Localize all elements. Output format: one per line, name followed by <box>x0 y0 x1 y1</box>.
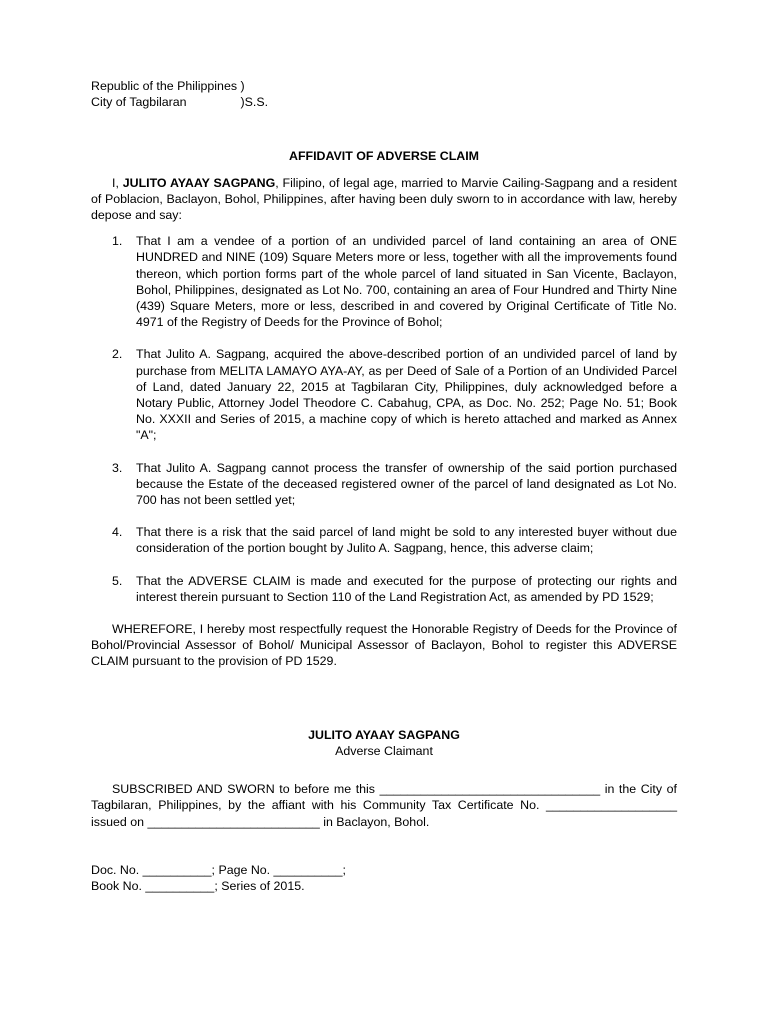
intro-prefix: I, <box>112 175 123 190</box>
affiant-name: JULITO AYAAY SAGPANG <box>122 175 276 190</box>
item-number: 4. <box>112 525 123 540</box>
item-text: That there is a risk that the said parcel of land might be sold to any interested buyer without due consideration of the portion bought by Julito A. Sagpang, hence, this adverse claim; <box>136 525 677 556</box>
book-series-line: Book No. __________; Series of 2015. <box>91 878 305 893</box>
list-item <box>91 233 677 330</box>
item-number: 5. <box>112 573 123 588</box>
venue-block <box>91 78 677 110</box>
item-text: That I am a vendee of a portion of an undivided parcel of land containing an area of ONE HUNDRED and NINE (109) Square Meters more or less, together with all the improvements found thereon, which portion forms part of the whole parcel of land situated in San Vicente, Baclayon, Bohol, Philippines, designated as Lot No. 700, containing an area of Four Hundred and Thirty Nine (439) Square Meters, more or less, described in and covered by Original Certificate of Title No. 4971 of the Registry of Deeds for the Province of Bohol; <box>136 234 677 330</box>
list-item <box>91 524 677 556</box>
venue-republic: Republic of the Philippines ) <box>91 79 245 93</box>
item-number: 3. <box>112 460 123 475</box>
item-number: 2. <box>112 347 123 362</box>
signature-block <box>91 727 677 759</box>
list-item <box>91 573 677 605</box>
notarial-register-block <box>91 862 677 894</box>
item-number: 1. <box>112 234 123 249</box>
affidavit-page <box>91 78 677 894</box>
intro-text: , Filipino, of legal age, married to Marvie Cailing-Sagpang and a resident of Poblacion, Baclayon, Bohol, Philippines, after having been duly sworn to in accordance with law, hereby depose and say: <box>91 175 677 223</box>
document-title: AFFIDAVIT OF ADVERSE CLAIM <box>289 149 479 164</box>
intro-paragraph <box>91 175 677 224</box>
list-item <box>91 346 677 443</box>
signatory-role: Adverse Claimant <box>335 743 433 758</box>
item-text: That Julito A. Sagpang, acquired the above-described portion of an undivided parcel of land by purchase from MELITA LAMAYO AYA-AY, as per Deed of Sale of a Portion of an Undivided Parcel of Land, dated January 22, 2015 at Tagbilaran City, Philippines, duly acknowledged before a Notary Public, Attorney Jodel Theodore C. Cabahug, CPA, as Doc. No. 252; Page No. 51; Book No. XXXII and Series of 2015, a machine copy of which is hereto attached and marked as Annex "A"; <box>136 347 677 443</box>
item-text: That the ADVERSE CLAIM is made and executed for the purpose of protecting our rights and interest therein pursuant to Section 110 of the Land Registration Act, as amended by PD 1529; <box>136 573 677 604</box>
jurat-paragraph: SUBSCRIBED AND SWORN to before me this ________________________________ in the City of Tagbilaran, Philippines, by the affiant with his Community Tax Certificate No. ___________________ issued on _________________________ in Baclayon, Bohol. <box>91 782 677 829</box>
doc-page-line: Doc. No. __________; Page No. __________; <box>91 862 346 877</box>
wherefore-paragraph: WHEREFORE, I hereby most respectfully request the Honorable Registry of Deeds for the Province of Bohol/Provincial Assessor of Bohol/ Municipal Assessor of Baclayon, Bohol to register this ADVERSE CLAIM pursuant to the provision of PD 1529. <box>91 622 677 669</box>
item-text: That Julito A. Sagpang cannot process the transfer of ownership of the said portion purchased because the Estate of the deceased registered owner of the parcel of land designated as Lot No. 700 has not been settled yet; <box>136 460 677 508</box>
venue-city-name: City of Tagbilaran <box>91 95 187 110</box>
venue-city <box>91 94 677 110</box>
statement-list <box>91 233 677 605</box>
signatory-name: JULITO AYAAY SAGPANG <box>308 727 460 742</box>
list-item <box>91 460 677 509</box>
venue-ss: )S.S. <box>240 95 269 110</box>
